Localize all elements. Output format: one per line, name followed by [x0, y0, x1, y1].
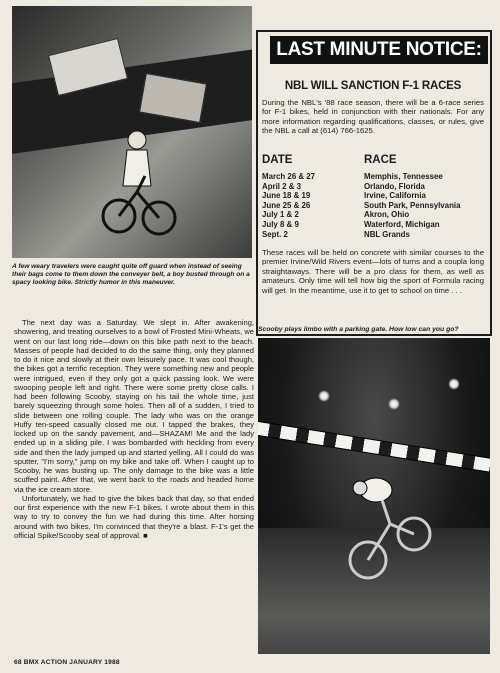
date-column-header: DATE — [262, 154, 293, 166]
schedule-race: Orlando, Florida — [364, 181, 425, 191]
notice-headline: NBL WILL SANCTION F-1 RACES — [284, 80, 462, 92]
schedule-row — [262, 210, 492, 220]
schedule-row — [262, 172, 492, 182]
conveyor-belt-photo — [12, 6, 252, 258]
notice-intro-text: During the NBL's '88 race season, there will be a 6-race series for F-1 bikes, held in conjunction with their nationals. For any more information regarding qualifications, classes, or rules, give the NBL a call at (614) 766-1625. — [262, 98, 484, 136]
top-photo-caption: A few weary travelers were caught quite off guard when instead of seeing their bags come to them down the conveyer belt, a boy busted through on a spacy looking bike. Strictly humor in this maneuver. — [12, 263, 250, 287]
schedule-race: Akron, Ohio — [364, 210, 410, 220]
race-schedule — [262, 172, 492, 239]
limbo-rider-figure — [346, 464, 436, 584]
bottom-photo-caption: Scooby plays limbo with a parking gate. How low can you go? — [258, 326, 459, 333]
article-paragraph: Unfortunately, we had to give the bikes back that day, so that ended our first experience with the new F-1 bikes. I wrote about them in this way to try to convey the fun we had during this time. After horsing around with two bikes, I'm convinced that they're a blast. F-1's get the official Spike/Scooby seal of approval. ■ — [14, 493, 254, 540]
ceiling-light — [318, 390, 330, 402]
schedule-race: South Park, Pennsylvania — [364, 200, 461, 210]
schedule-row — [262, 220, 492, 230]
schedule-date: June 18 & 19 — [262, 191, 311, 201]
schedule-race: Irvine, California — [364, 191, 426, 201]
ceiling-light — [448, 378, 460, 390]
schedule-date: July 1 & 2 — [262, 210, 299, 220]
schedule-race: NBL Grands — [364, 229, 410, 239]
ceiling-light — [388, 398, 400, 410]
schedule-row — [262, 191, 492, 201]
schedule-date: March 26 & 27 — [262, 172, 316, 181]
schedule-row — [262, 182, 492, 192]
notice-banner: LAST MINUTE NOTICE: — [270, 36, 488, 64]
schedule-date: July 8 & 9 — [262, 219, 299, 229]
schedule-date: June 25 & 26 — [262, 200, 311, 210]
article-body — [14, 318, 254, 540]
schedule-date: April 2 & 3 — [262, 181, 302, 191]
schedule-date: Sept. 2 — [262, 229, 288, 239]
page-footer: 68 BMX ACTION JANUARY 1988 — [14, 659, 120, 666]
bmx-rider-figure — [97, 126, 177, 236]
race-column-header: RACE — [364, 154, 397, 166]
schedule-row — [262, 230, 492, 240]
schedule-row — [262, 201, 492, 211]
schedule-race: Memphis, Tennessee — [364, 172, 443, 181]
notice-outro-text: These races will be held on concrete with similar courses to the premier Irvine/Wild Rivers event—lots of turns and a coupla long straightaways. There will be a pro class for them, as well as amateurs. Only time will tell how big the sport of Formula racing will get. In the meantime, use it to get to school on time . . . — [262, 248, 484, 295]
schedule-race: Waterford, Michigan — [364, 219, 440, 229]
article-paragraph: The next day was a Saturday. We slept in. After awakening, showering, and treating ourselves to a bowl of Frosted Mini-Wheats, we went on our last long ride—down on this bike path next to the beach. Masses of people had decided to do the same thing, only they planned to do it nice and slowly at their own leisurely pace. It was cool though, the bikes got a terrific reception. They were something new and people were intrigued, even if they only got a quick passing look. We were swooping people left and right. There were some pretty close calls. I had been following Scooby, staying on his tail the whole time, just barely squeezing through some holes. Then all of a sudden, I tried to slide between one rolling couple. The lady who was on the orange Huffy ten-speed casually closed me out. I tapped the brakes, they locked up on the sandy pavement, and—SHAZAM! Me and the lady ended up in a sliding pile. I was bombarded with heckling from every side and then the lady jumped up and started yelling. All I could do was sputter, "I'm sorry," jump on my bike and take off. When I caught up to Scooby, he was busting up. The only damage to the bike was a little scuffed paint. After that, we went back to the roads and headed home via the ice cream store. — [14, 318, 254, 494]
parking-gate-photo — [258, 338, 490, 654]
